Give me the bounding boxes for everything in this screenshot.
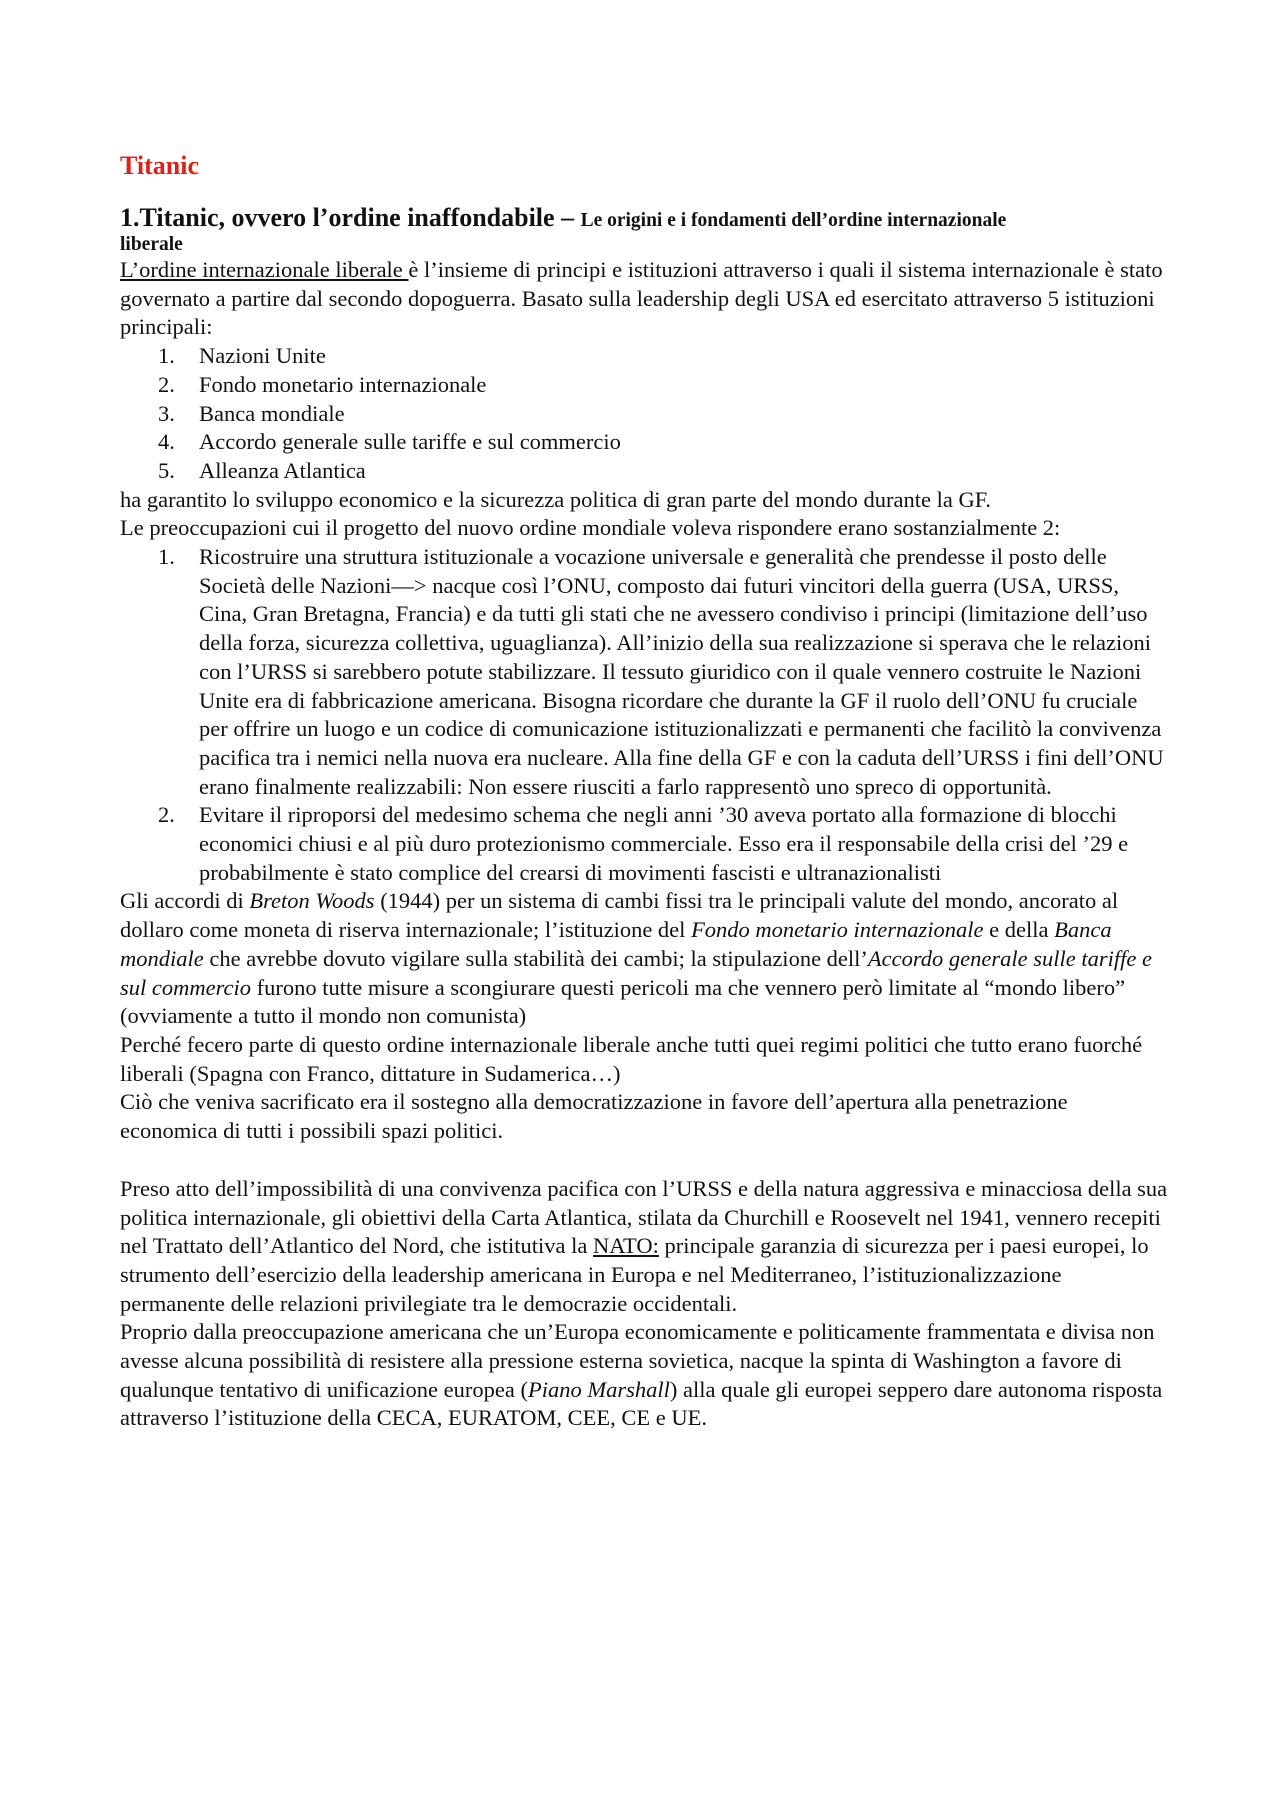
list-number: 1. — [158, 343, 175, 369]
list-text: Alleanza Atlantica — [199, 457, 366, 483]
section-heading-main: 1.Titanic, ovvero l’ordine inaffondabile — [120, 203, 555, 232]
section-heading-dash: – — [554, 203, 581, 232]
nato-paragraph — [120, 1175, 1170, 1319]
text-run: Gli accordi di — [120, 888, 250, 914]
nato-link: NATO: — [593, 1233, 659, 1259]
section-heading — [120, 204, 1170, 256]
list-text: Evitare il riproporsi del medesimo schema che negli anni ’30 aveva portato alla formazione di blocchi economici chiusi e al più duro protezionismo commerciale. Esso era il responsabile della crisi del ’29 e probabilmente è stato complice del crearsi di movimenti fascisti e ultranazionalisti — [199, 802, 1129, 885]
list-number: 2. — [158, 371, 175, 397]
list-number: 2. — [158, 802, 175, 828]
italic-term: Accordo generale sulle tariffe e sul commercio — [120, 945, 1153, 1000]
list-item — [120, 400, 1170, 429]
italic-term: Fondo monetario internazionale — [691, 917, 984, 943]
text-run: furono tutte misure a scongiurare questi pericoli ma che vennero però limitate al “mondo libero” (ovviamente a tutto il mondo non comunista) — [120, 974, 1126, 1029]
list-text: Fondo monetario internazionale — [199, 371, 487, 397]
regimes-paragraph: Perché fecero parte di questo ordine internazionale liberale anche tutti quei regimi politici che tutto erano fuorché liberali (Spagna con Franco, dittature in Sudamerica…) — [120, 1031, 1143, 1086]
italic-term: Banca mondiale — [120, 917, 1112, 971]
text-run: principale garanzia di sicurezza per i paesi europei, lo strumento dell’esercizio della leadership americana in Europa e nel Mediterraneo, l’istituzionalizzazione permanente delle relazioni privilegiate tra le democrazie occidentali. — [120, 1233, 1149, 1316]
institutions-list — [120, 342, 1170, 486]
paragraph-gap — [120, 1146, 1170, 1175]
list-item — [120, 428, 1170, 457]
section-heading-subtitle-cont: liberale — [120, 234, 183, 255]
concerns-intro-paragraph: Le preoccupazioni cui il progetto del nuovo ordine mondiale voleva rispondere erano sostanzialmente 2: — [120, 515, 1061, 541]
bretton-woods-paragraph — [120, 887, 1170, 1031]
italic-term: Piano Marshall — [527, 1376, 670, 1402]
list-item — [120, 342, 1170, 371]
text-run: (1944) per un sistema di cambi fissi tra le principali valute del mondo, ancorato al dollaro come moneta di riserva internazionale; l’istituzione del — [120, 888, 1119, 943]
text-run: Proprio dalla preoccupazione americana che un’Europa economicamente e politicamente frammentata e divisa non avesse alcuna possibilità di resistere alla pressione esterna sovietica, nacque la spinta di Washington a favore di qualunque tentativo di unificazione europea ( — [120, 1319, 1155, 1402]
after-list-paragraph: ha garantito lo sviluppo economico e la sicurezza politica di gran parte del mondo durante la GF. — [120, 486, 992, 512]
intro-underlined-term: L’ordine internazionale liberale — [120, 257, 409, 282]
list-item — [120, 543, 1170, 801]
document-page — [120, 150, 1170, 1433]
list-number: 3. — [158, 400, 175, 426]
intro-text: è l’insieme di principi e istituzioni attraverso i quali il sistema internazionale è stato governato a partire dal secondo dopoguerra. Basato sulla leadership degli USA ed esercitato attraverso 5 istituzioni principali: — [120, 257, 1163, 340]
list-number: 4. — [158, 429, 175, 455]
list-text: Nazioni Unite — [199, 343, 326, 369]
intro-paragraph — [120, 256, 1170, 342]
list-text: Accordo generale sulle tariffe e sul commercio — [199, 429, 621, 455]
europe-paragraph — [120, 1318, 1170, 1433]
list-item — [120, 371, 1170, 400]
list-number: 5. — [158, 457, 175, 483]
list-number: 1. — [158, 544, 175, 570]
list-item — [120, 801, 1170, 887]
concerns-list — [120, 543, 1170, 887]
text-run: e della — [983, 917, 1055, 943]
sacrifice-paragraph: Ciò che veniva sacrificato era il sostegno alla democratizzazione in favore dell’apertura alla penetrazione economica di tutti i possibili spazi politici. — [120, 1089, 1068, 1144]
section-heading-subtitle: Le origini e i fondamenti dell’ordine internazionale — [580, 210, 1007, 231]
document-title: Titanic — [120, 151, 199, 180]
list-text: Banca mondiale — [199, 400, 345, 426]
list-item — [120, 457, 1170, 486]
text-run: ) alla quale gli europei seppero dare autonoma risposta attraverso l’istituzione della CECA, EURATOM, CEE, CE e UE. — [120, 1376, 1163, 1431]
list-text: Ricostruire una struttura istituzionale a vocazione universale e generalità che prendesse il posto delle Società delle Nazioni—> nacque così l’ONU, composto dai futuri vincitori della guerra (USA, URSS, Cina, Gran Bretagna, Francia) e da tutti gli stati che ne avessero condiviso i principi (limitazione dell’uso della forza, sicurezza collettiva, uguaglianza). All’inizio della sua realizzazione si sperava che le relazioni con l’URSS si sarebbero potute stabilizzare. Il tessuto giuridico con il quale vennero costruite le Nazioni Unite era di fabbricazione americana. Bisogna ricordare che durante la GF il ruolo dell’ONU fu cruciale per offrire un luogo e un codice di comunicazione istituzionalizzati e permanenti che facilitò la convivenza pacifica tra i nemici nella nuova era nucleare. Alla fine della GF e con la caduta dell’URSS i fini dell’ONU erano finalmente realizzabili: Non essere riusciti a farlo rappresentò uno spreco di opportunità. — [199, 544, 1164, 799]
italic-term: Breton Woods — [249, 888, 375, 914]
text-run: Preso atto dell’impossibilità di una convivenza pacifica con l’URSS e della natura aggressiva e minacciosa della sua politica internazionale, gli obiettivi della Carta Atlantica, stilata da Churchill e Roosevelt nel 1941, vennero recepiti nel Trattato dell’Atlantico del Nord, che istitutiva la — [120, 1175, 1168, 1259]
text-run: che avrebbe dovuto vigilare sulla stabilità dei cambi; la stipulazione dell’ — [203, 945, 868, 971]
